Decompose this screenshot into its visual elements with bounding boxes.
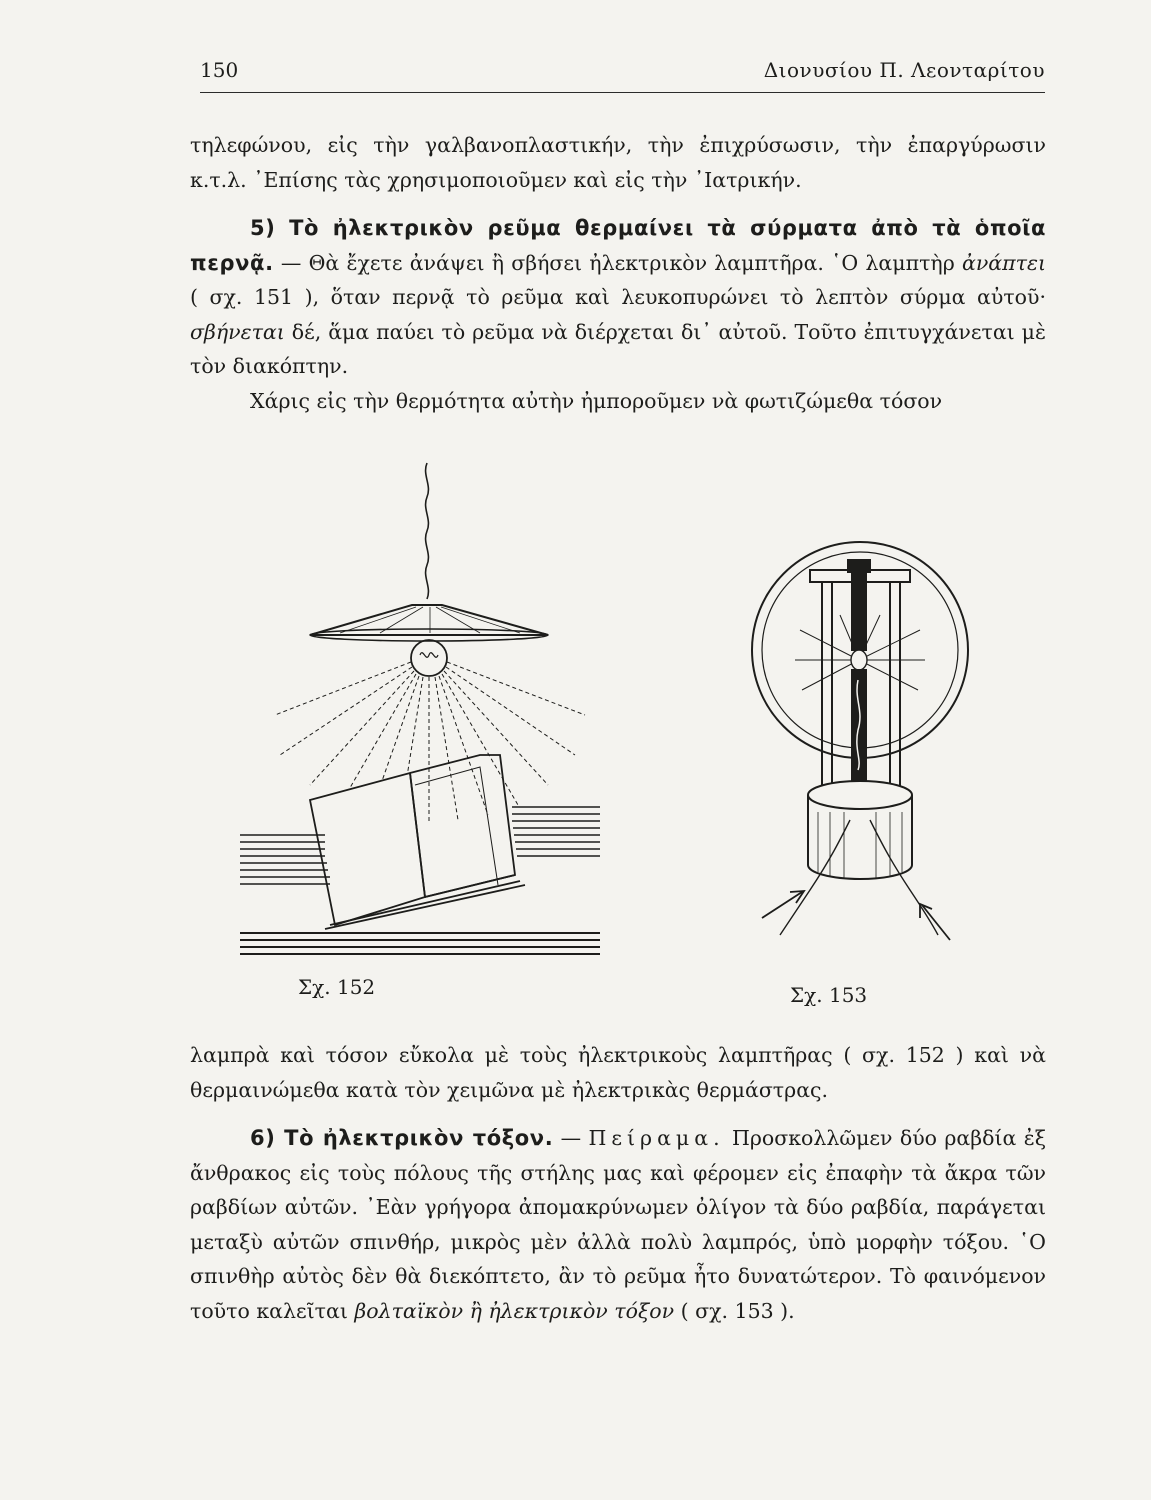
current-arrows <box>762 891 950 940</box>
figure-152-caption: Σχ. 152 <box>298 975 376 999</box>
text-block-top <box>190 128 1046 418</box>
section-6-text-a: Προσκολλῶμεν δύο ραβδία ἐξ ἄνθρακος εἰς τοὺς πόλους τῆς στήλης μας καὶ φέρομεν εἰς ἐπαφὴν τὰ ἄκρα τῶν ραβδίων αὐτῶν. ᾿Εὰν γρήγορα ἀπομακρύνωμεν ὀλίγον τὰ δύο ραβδία, παράγεται μεταξὺ αὐτῶν σπινθήρ, μικρὸς μὲν ἀλλὰ πολὺ λαμπρός, ὑπὸ μορφὴν τόξου. ῾Ο σπινθὴρ αὐτὸς δὲν θὰ διεκόπτετο, ἂν τὸ ρεῦμα ἦτο δυνατώτερον. Τὸ φαινόμενον τοῦτο καλεῖται <box>190 1126 1046 1323</box>
paragraph-continuation: τηλεφώνου, εἰς τὴν γαλβανοπλαστικήν, τὴν ἐπιχρύσωσιν, τὴν ἐπαργύρωσιν κ.τ.λ. ᾿Επίσης τὰς χρησιμοποιοῦμεν καὶ εἰς τὴν ᾿Ιατρικήν. <box>190 133 1046 192</box>
lamp-bulb <box>411 640 447 676</box>
paragraph-heat: Χάρις εἰς τὴν θερμότητα αὐτὴν ἠμποροῦμεν νὰ φωτιζώμεθα τόσον <box>250 388 943 413</box>
upper-carbon-rod <box>852 572 866 650</box>
section-6-title: 6) Τὸ ἠλεκτρικὸν τόξον. <box>250 1126 554 1150</box>
page-number: 150 <box>200 58 239 82</box>
arc-lamp-illustration <box>740 520 990 970</box>
section-6-italic: βολταϊκὸν ἢ ἠλεκτρικὸν τόξον <box>354 1298 675 1323</box>
figure-152 <box>230 455 610 975</box>
paragraph-section-5 <box>190 211 1046 384</box>
section-5-italic-b: σβήνεται <box>190 319 285 344</box>
section-5-text-c: δέ, ἅμα παύει τὸ ρεῦμα νὰ διέρχεται δι᾿ αὐτοῦ. Τοῦτο ἐπιτυγχάνεται μὲ τὸν διακόπτην. <box>190 319 1046 378</box>
page-header <box>200 52 1045 93</box>
lower-carbon-rod <box>852 670 866 790</box>
lamp-cord <box>426 463 429 599</box>
lamp-base-top <box>808 781 912 809</box>
section-5-text-a: — Θὰ ἔχετε ἀνάψει ἢ σβήσει ἠλεκτρικὸν λαμπτῆρα. ῾Ο λαμπτὴρ <box>273 250 962 275</box>
section-6-text-b: ( σχ. 153 ). <box>674 1298 795 1323</box>
section-5-text-b: ( σχ. 151 ), ὅταν περνᾷ τὸ ρεῦμα καὶ λευκοπυρώνει τὸ λεπτὸν σύρμα αὐτοῦ· <box>190 285 1046 309</box>
paragraph-lamps: λαμπρὰ καὶ τόσον εὔκολα μὲ τοὺς ἠλεκτρικοὺς λαμπτῆρας ( σχ. 152 ) καὶ νὰ θερμαινώμεθα κατὰ τὸν χειμῶνα μὲ ἠλεκτρικὰς θερμάστρας. <box>190 1043 1046 1102</box>
section-6-dash: — <box>553 1126 589 1150</box>
section-6-experiment: Πείραμα. <box>588 1126 725 1150</box>
figure-153-caption: Σχ. 153 <box>790 983 868 1007</box>
text-block-bottom <box>190 1038 1046 1328</box>
open-book <box>310 755 525 929</box>
figure-153 <box>740 520 990 970</box>
lamp-book-illustration <box>230 455 610 975</box>
running-head: Διονυσίου Π. Λεονταρίτου <box>763 58 1045 82</box>
paragraph-section-6 <box>190 1121 1046 1328</box>
section-5-title: 5) Τὸ ἠλεκτρικὸν ρεῦμα θερμαίνει τὰ σύρματα ἀπὸ τὰ ὁποῖα περνᾷ. <box>190 216 1046 275</box>
section-5-italic-a: ἀνάπτει <box>961 250 1046 275</box>
